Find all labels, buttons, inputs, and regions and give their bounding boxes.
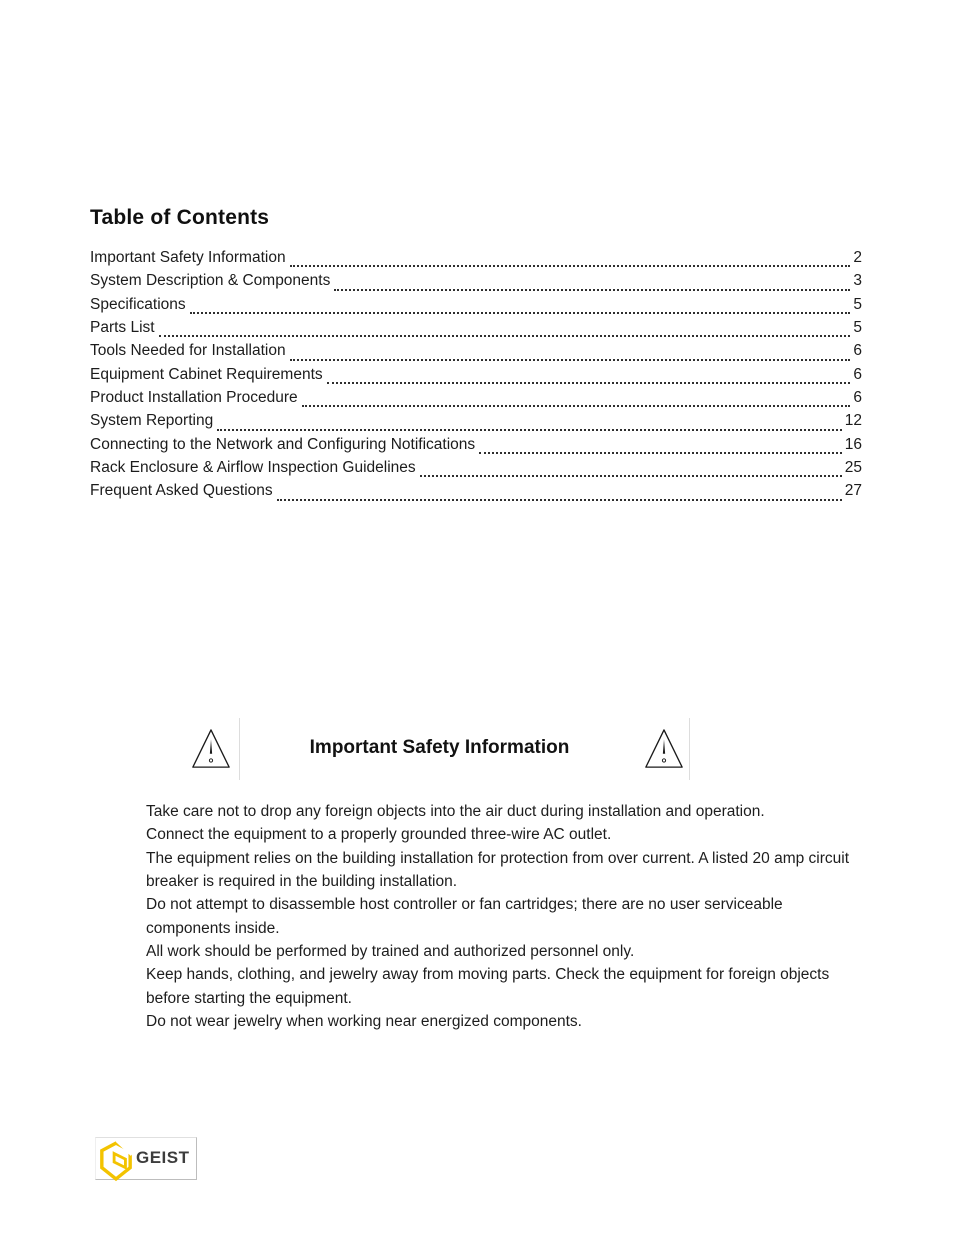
table-of-contents <box>90 249 862 506</box>
geist-logo <box>95 1137 197 1180</box>
safety-text-line: All work should be performed by trained and authorized personnel only. <box>146 943 635 961</box>
toc-entry-label: System Reporting <box>90 412 214 430</box>
dot-leader <box>277 499 842 501</box>
toc-entry <box>90 366 862 389</box>
safety-text-line: before starting the equipment. <box>146 989 352 1007</box>
toc-entry <box>90 482 862 505</box>
safety-text-line: Connect the equipment to a properly grounded three-wire AC outlet. <box>146 826 612 844</box>
dot-leader <box>327 382 851 384</box>
dot-leader <box>334 289 850 291</box>
toc-entry <box>90 412 862 435</box>
toc-entry <box>90 436 862 459</box>
safety-text-line: components inside. <box>146 919 280 937</box>
toc-entry-label: Frequent Asked Questions <box>90 482 273 500</box>
warning-triangle-icon <box>639 718 690 780</box>
toc-entry-label: System Description & Components <box>90 272 331 290</box>
dot-leader <box>159 335 851 337</box>
dot-leader <box>290 359 851 361</box>
safety-text-line: The equipment relies on the building installation for protection from over current. A listed 20 amp circuit <box>146 849 850 867</box>
safety-section-header <box>183 718 690 780</box>
toc-entry-label: Important Safety Information <box>90 249 286 266</box>
toc-entry-label: Product Installation Procedure <box>90 389 298 407</box>
dot-leader <box>290 265 851 267</box>
toc-entry-label: Connecting to the Network and Configuring Notifications <box>90 435 476 453</box>
toc-entry-label: Specifications <box>90 295 186 313</box>
dot-leader <box>217 429 842 431</box>
toc-entry-page: 5 <box>853 295 862 313</box>
toc-entry-page: 6 <box>853 389 862 407</box>
toc-entry-page: 3 <box>853 272 862 290</box>
safety-text-line: breaker is required in the building installation. <box>146 873 458 891</box>
dot-leader <box>479 452 842 454</box>
safety-text-line: Keep hands, clothing, and jewelry away from moving parts. Check the equipment for foreign objects <box>146 966 830 984</box>
toc-entry-label: Parts List <box>90 319 155 337</box>
toc-entry-page: 5 <box>853 319 862 337</box>
dot-leader <box>420 475 842 477</box>
toc-entry-label: Tools Needed for Installation <box>90 342 286 360</box>
safety-section-title: Important Safety Information <box>309 737 570 758</box>
toc-entry-label: Equipment Cabinet Requirements <box>90 365 323 383</box>
geist-cube-shield-icon <box>99 1141 133 1182</box>
safety-text-line: Do not wear jewelry when working near energized components. <box>146 1013 582 1031</box>
toc-entry <box>90 249 862 272</box>
toc-entry-page: 16 <box>844 435 862 453</box>
toc-entry <box>90 272 862 295</box>
toc-entry-page: 2 <box>853 249 862 266</box>
toc-entry-page: 12 <box>844 412 862 430</box>
toc-entry-page: 27 <box>844 482 862 500</box>
toc-entry-page: 6 <box>853 365 862 383</box>
safety-text-line: Do not attempt to disassemble host controller or fan cartridges; there are no user serviceable <box>146 896 783 914</box>
dot-leader <box>302 405 851 407</box>
safety-text-block <box>146 800 898 1033</box>
toc-entry <box>90 459 862 482</box>
geist-logo-text: GEIST <box>136 1148 190 1167</box>
toc-entry-page: 6 <box>853 342 862 360</box>
toc-entry <box>90 342 862 365</box>
toc-entry <box>90 319 862 342</box>
safety-text-line: Take care not to drop any foreign objects into the air duct during installation and operation. <box>146 803 765 820</box>
warning-triangle-icon <box>183 718 240 780</box>
toc-entry-label: Rack Enclosure & Airflow Inspection Guidelines <box>90 459 416 477</box>
toc-title: Table of Contents <box>90 206 270 230</box>
dot-leader <box>190 312 851 314</box>
toc-entry-page: 25 <box>844 459 862 477</box>
toc-entry <box>90 296 862 319</box>
toc-entry <box>90 389 862 412</box>
